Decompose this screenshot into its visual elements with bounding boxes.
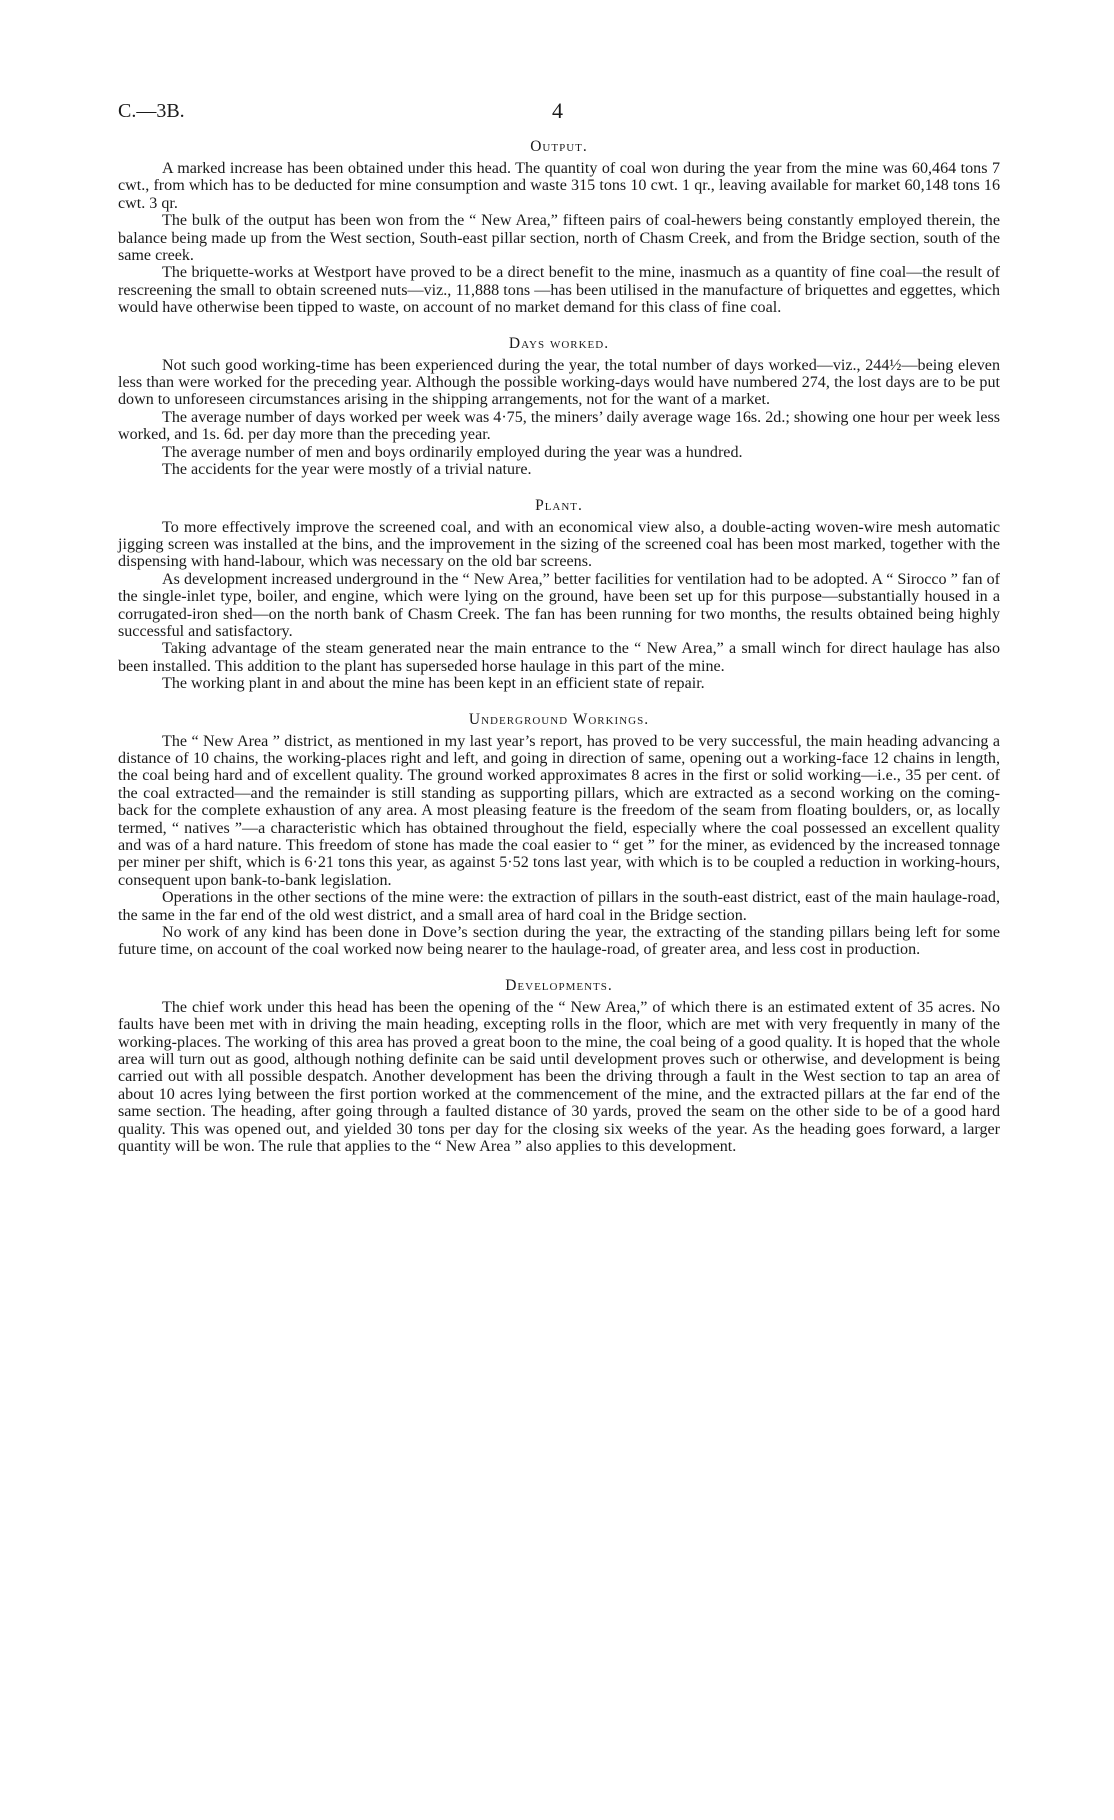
section-heading: Developments. [505,976,613,994]
paragraph: The average number of men and boys ordinarily employed during the year was a hundred. [162,443,743,461]
section-developments [118,977,1000,1156]
document-code: C.—3B. [118,100,185,122]
paragraph: A marked increase has been obtained under this head. The quantity of coal won during the year from the mine was 60,464 tons 7 cwt., from which has to be deducted for mine consumption and waste 315 tons 10 cwt. 1 qr., leaving available for market 60,148 tons 16 cwt. 3 qr. [118,160,1000,212]
paragraph: No work of any kind has been done in Dove’s section during the year, the extracting of the standing pillars being left for some future time, on account of the coal worked now being nearer to the haulage-road, of greater area, and less cost in production. [118,924,1000,959]
section-heading: Underground Workings. [468,710,650,728]
section-underground-workings [118,711,1000,959]
section-plant [118,497,1000,693]
paragraph: Not such good working-time has been experienced during the year, the total number of days worked—viz., 244½—being eleven less than were worked for the preceding year. Although the possible working-days would have numbered 274, the lost days are to be put down to unforeseen circumstances arising in the shipping arrangements, not for the want of a market. [118,356,1000,409]
paragraph: The briquette-works at Westport have proved to be a direct benefit to the mine, inasmuch as a quantity of fine coal—the result of rescreening the small to obtain screened nuts—viz., 11,888 tons —has been utilised in the manufacture of briquettes and eggettes, which would have otherwise been tipped to waste, on account of no market demand for this class of fine coal. [118,264,1000,317]
paragraph: Taking advantage of the steam generated near the main entrance to the “ New Area,” a small winch for direct haulage has also been installed. This addition to the plant has superseded horse haulage in this part of the mine. [118,640,1000,675]
paragraph: The working plant in and about the mine has been kept in an efficient state of repair. [162,675,705,693]
paragraph: The accidents for the year were mostly of a trivial nature. [162,461,532,479]
section-output [118,138,1000,317]
section-days-worked [118,335,1000,479]
section-heading: Plant. [535,496,583,514]
paragraph: Operations in the other sections of the mine were: the extraction of pillars in the south-east district, east of the main haulage-road, the same in the far end of the old west district, and a small area of hard coal in the Bridge section. [118,889,1000,924]
page-number: 4 [552,98,563,123]
paragraph: The chief work under this head has been the opening of the “ New Area,” of which there is an estimated extent of 35 acres. No faults have been met with in driving the main heading, excepting rolls in the floor, which are met with very frequently in many of the working-places. The working of this area has proved a great boon to the mine, the coal being of a good quality. It is hoped that the whole area will turn out as good, although nothing definite can be said until development proves such or otherwise, and development is being carried out with all possible despatch. Another development has been the driving through a fault in the West section to tap an area of about 10 acres lying between the first portion worked at the commencement of the mine, and the extracted pillars at the far end of the same section. The heading, after going through a faulted distance of 30 yards, proved the seam on the other side to be of a good hard quality. This was opened out, and yielded 30 tons per day for the closing six weeks of the year. As the heading goes forward, a larger quantity will be won. The rule that applies to the “ New Area ” also applies to this development. [118,998,1000,1156]
paragraph: The bulk of the output has been won from the “ New Area,” fifteen pairs of coal-hewers being constantly employed therein, the balance being made up from the West section, South-east pillar section, north of Chasm Creek, and from the Bridge section, south of the same creek. [118,212,1000,265]
paragraph: As development increased underground in the “ New Area,” better facilities for ventilation had to be adopted. A “ Sirocco ” fan of the single-inlet type, boiler, and engine, which were lying on the ground, have been set up for this purpose—substantially housed in a corrugated-iron shed—on the north bank of Chasm Creek. The fan has been running for two months, the results obtained being highly successful and satisfactory. [118,570,1000,640]
page-header [118,100,1000,128]
paragraph: To more effectively improve the screened coal, and with an economical view also, a double-acting woven-wire mesh automatic jigging screen was installed at the bins, and the improvement in the sizing of the screened coal has been most marked, together with the dispensing with hand-labour, which was necessary on the old bar screens. [118,518,1000,571]
document-page [118,100,1000,1156]
paragraph: The “ New Area ” district, as mentioned in my last year’s report, has proved to be very successful, the main heading advancing a distance of 10 chains, the working-places right and left, and going in direction of same, opening out a working-face 12 chains in length, the coal being hard and of excellent quality. The ground worked approximates 8 acres in the first or solid working—i.e., 35 per cent. of the coal extracted—and the remainder is still standing as supporting pillars, which are extracted as a second working on the coming-back for the complete exhaustion of any area. A most pleasing feature is the freedom of the seam from floating boulders, or, as locally termed, “ natives ”—a characteristic which has obtained throughout the field, especially where the coal possessed an excellent quality and was of a hard nature. This freedom of stone has made the coal easier to “ get ” for the miner, as evidenced by the increased tonnage per miner per shift, which is 6·21 tons this year, as against 5·52 tons last year, with which is to be coupled a reduction in working-hours, consequent upon bank-to-bank legislation. [118,732,1000,889]
section-heading: Days worked. [508,334,610,352]
paragraph: The average number of days worked per week was 4·75, the miners’ daily average wage 16s. 2d.; showing one hour per week less worked, and 1s. 6d. per day more than the preceding year. [118,408,1000,444]
section-heading: Output. [530,138,588,155]
